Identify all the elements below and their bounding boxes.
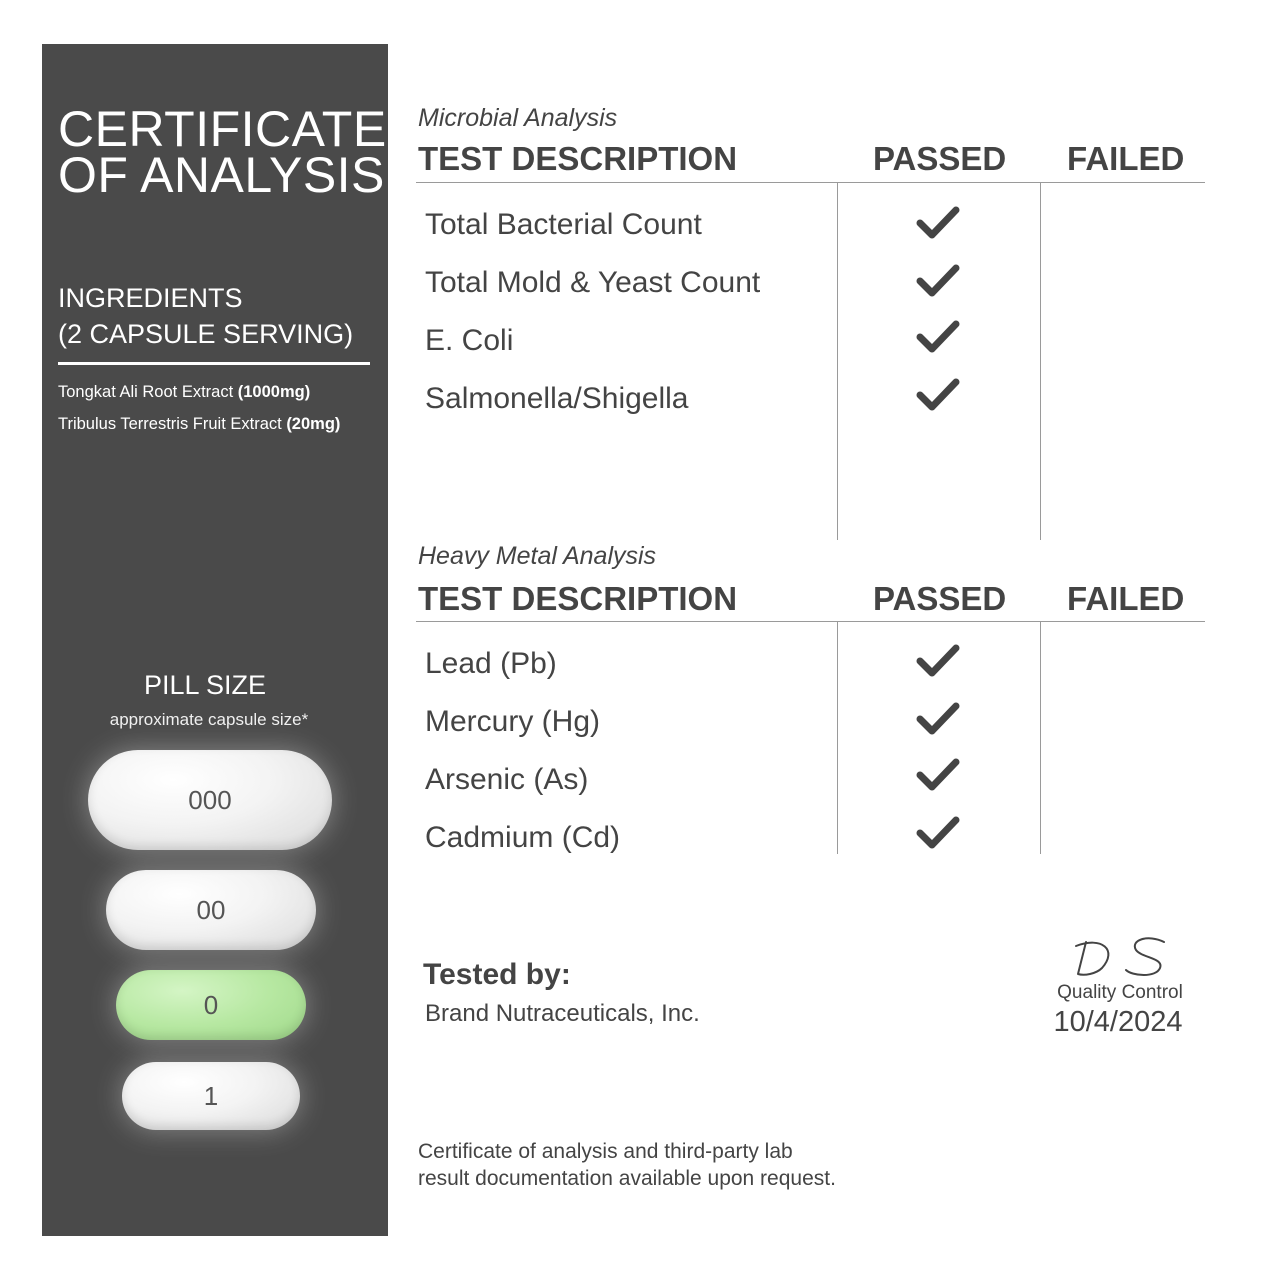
heavy-metal-col-divider-passed (837, 622, 838, 854)
tested-by-label: Tested by: (423, 958, 571, 991)
heavy-metal-col-passed: PASSED (873, 580, 1007, 617)
pill-size-title: PILL SIZE (143, 670, 267, 700)
ingredient-amount: (20mg) (286, 415, 341, 433)
check-icon (916, 701, 960, 737)
capsule-label: 0 (203, 989, 219, 1020)
check-icon (916, 757, 960, 793)
microbial-col-failed: FAILED (1067, 140, 1185, 177)
capsule-00 (106, 870, 316, 950)
ingredients-divider (58, 362, 370, 365)
microbial-row-label: Total Mold & Yeast Count (425, 266, 761, 299)
capsule-1 (122, 1062, 300, 1130)
ingredient-amount: (1000mg) (237, 383, 311, 401)
ingredient-name: Tribulus Terrestris Fruit Extract (58, 415, 282, 433)
quality-control-date: 10/4/2024 (1053, 1006, 1183, 1038)
pill-size-subtitle: approximate capsule size* (109, 710, 309, 729)
ingredients-list (58, 376, 340, 440)
heavy-metal-row-label: Cadmium (Cd) (425, 821, 621, 854)
ingredient-name: Tongkat Ali Root Extract (58, 383, 234, 401)
footnote: Certificate of analysis and third-party lab result documentation available upon request. (418, 1140, 836, 1190)
heavy-metal-row-label: Arsenic (As) (425, 763, 589, 796)
microbial-col-description: TEST DESCRIPTION (418, 140, 738, 177)
capsule-label: 00 (196, 894, 226, 925)
heavy-metal-col-failed: FAILED (1067, 580, 1185, 617)
certificate-title: CERTIFICATE OF ANALYSIS (58, 101, 387, 203)
sidebar (42, 44, 388, 1236)
check-icon (916, 263, 960, 299)
heavy-metal-row-label: Lead (Pb) (425, 647, 557, 680)
heavy-metal-col-description: TEST DESCRIPTION (418, 580, 738, 617)
ingredient-item (58, 408, 340, 440)
heavy-metal-header-rule (416, 621, 1205, 622)
check-icon (916, 319, 960, 355)
ingredient-item (58, 376, 340, 408)
capsule-0-highlighted (116, 970, 306, 1040)
ingredients-title: INGREDIENTS (2 CAPSULE SERVING) (58, 283, 354, 349)
check-icon (916, 205, 960, 241)
microbial-row-label: E. Coli (425, 324, 514, 357)
signature-icon (1072, 934, 1172, 982)
capsule-label: 000 (188, 784, 232, 815)
microbial-header-rule (416, 182, 1205, 183)
capsule-000 (88, 750, 332, 850)
microbial-col-passed: PASSED (873, 140, 1007, 177)
check-icon (916, 643, 960, 679)
heavy-metal-row-label: Mercury (Hg) (425, 705, 601, 738)
microbial-row-label: Salmonella/Shigella (425, 382, 689, 415)
check-icon (916, 377, 960, 413)
quality-control-label: Quality Control (1057, 982, 1183, 1003)
microbial-col-divider-passed (837, 183, 838, 540)
heavy-metal-section-label: Heavy Metal Analysis (418, 542, 657, 570)
heavy-metal-col-divider-failed (1040, 622, 1041, 854)
microbial-section-label: Microbial Analysis (418, 104, 618, 132)
microbial-row-label: Total Bacterial Count (425, 208, 702, 241)
tested-by-name: Brand Nutraceuticals, Inc. (425, 1000, 700, 1027)
capsule-label: 1 (203, 1080, 219, 1111)
check-icon (916, 815, 960, 851)
microbial-col-divider-failed (1040, 183, 1041, 540)
